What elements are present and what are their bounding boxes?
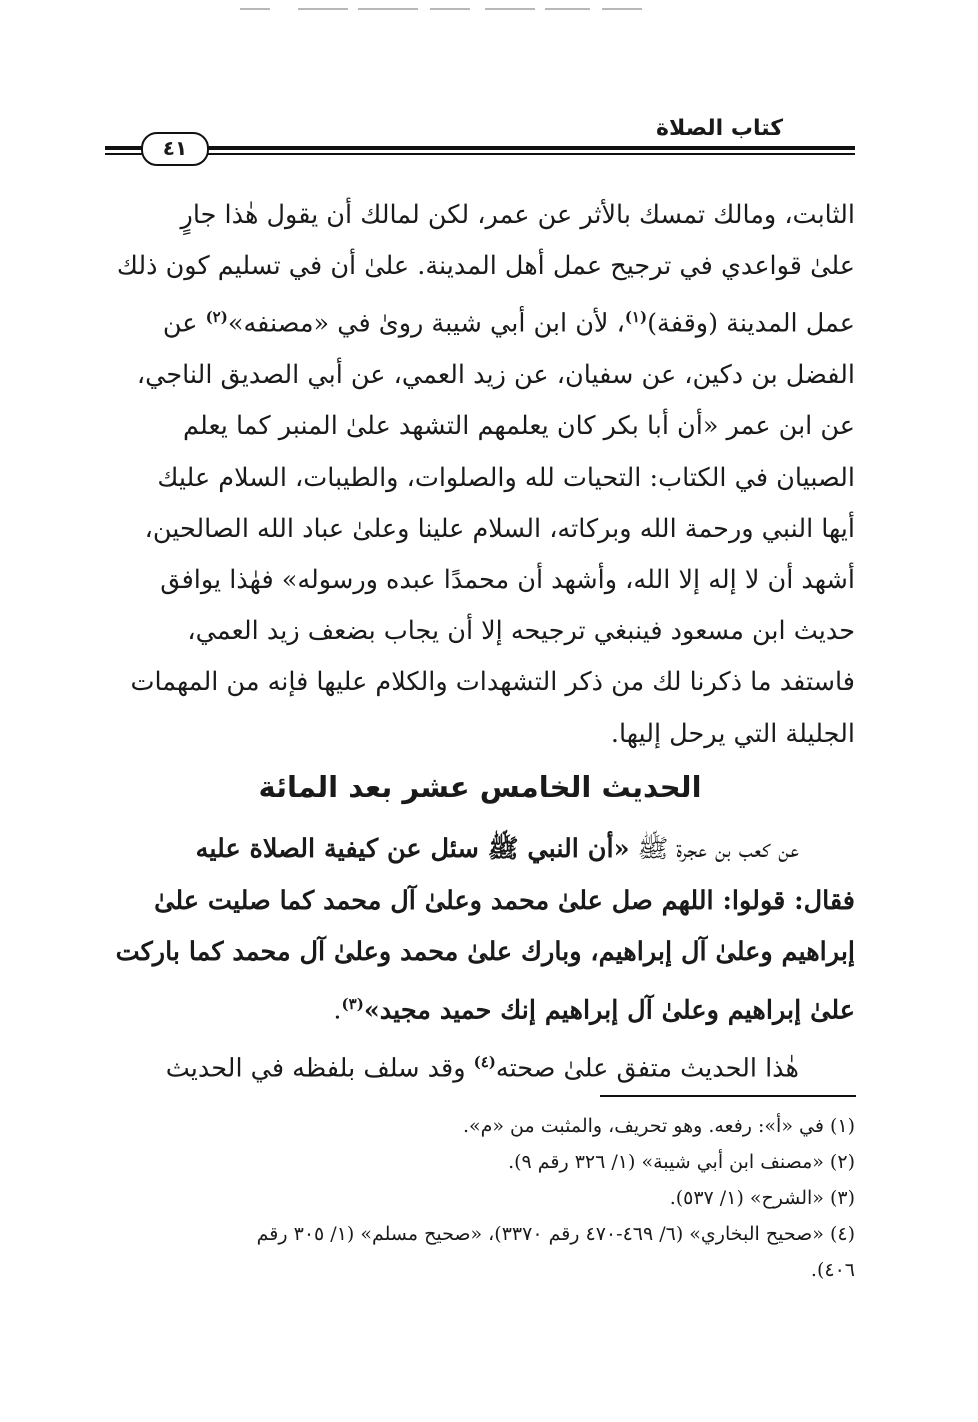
body-line-part: عمل المدينة (وقفة) [647, 308, 855, 339]
footnote-1: (١) في «أ»: رفعه. وهو تحريف، والمثبت من «م». [462, 1115, 855, 1137]
page-number: ٤١ [141, 132, 209, 166]
body-line: الصبيان في الكتاب: التحيات لله والصلوات، والطيبات، السلام عليك [157, 462, 855, 493]
hadith-line: فقال: قولوا: اللهم صل علىٰ محمد وعلىٰ آل محمد كما صليت علىٰ [154, 885, 855, 916]
header-rule-thin [205, 153, 855, 155]
body-line: فاستفد ما ذكرنا لك من ذكر التشهدات والكلام عليها فإنه من المهمات [130, 667, 855, 698]
header-rule-thick [205, 146, 855, 150]
commentary-part: وقد سلف بلفظه في الحديث [165, 1053, 474, 1083]
body-line-part: عن [162, 308, 206, 339]
hadith-matn-end: علىٰ إبراهيم وعلىٰ آل إبراهيم إنك حميد مجيد» [363, 995, 855, 1025]
footnote-ref-4[interactable]: (٤) [473, 1052, 496, 1071]
section-heading: الحديث الخامس عشر بعد المائة [258, 770, 702, 804]
footnote-2: (٢) «مصنف ابن أبي شيبة» (١/ ٣٢٦ رقم ٩). [508, 1151, 855, 1173]
commentary-part: هٰذا الحديث متفق علىٰ صحته [495, 1053, 799, 1083]
header-rule-left-thick [105, 146, 145, 150]
footnote-separator [600, 1095, 856, 1097]
hadith-line: إبراهيم وعلىٰ آل إبراهيم، وبارك علىٰ محمد وعلىٰ آل محمد كما باركت [115, 937, 855, 967]
footnote-3: (٣) «الشرح» (١/ ٥٣٧). [669, 1187, 855, 1209]
running-title: كتاب الصلاة [656, 116, 783, 141]
body-line-part: ، لأن ابن أبي شيبة روىٰ في «مصنفه» [227, 308, 625, 339]
hadith-text [105, 824, 855, 1095]
footnotes [105, 1108, 855, 1288]
body-line: الفضل بن دكين، عن سفيان، عن زيد العمي، عن أبي الصديق الناجي، [136, 360, 855, 391]
page-header [105, 112, 855, 162]
hadith-line [105, 979, 855, 1037]
body-line-with-footnotes [105, 292, 855, 350]
hadith-intro: عن كعب بن عجرة ﷺ [629, 834, 799, 864]
hadith-matn: «أن النبي ﷺ سئل عن كيفية الصلاة عليه [195, 834, 630, 864]
footnote-ref-1[interactable]: (١) [624, 308, 648, 327]
body-line: الجليلة التي يرحل إليها. [610, 718, 855, 749]
body-text [105, 190, 855, 760]
hadith-line [105, 824, 855, 876]
scan-artifact-dashes [240, 8, 660, 12]
hadith-line-end: . [333, 995, 342, 1025]
body-line: عن ابن عمر «أن أبا بكر كان يعلمهم التشهد علىٰ المنبر كما يعلم [183, 411, 855, 442]
body-line: أيها النبي ورحمة الله وبركاته، السلام علينا وعلىٰ عباد الله الصالحين، [144, 513, 855, 544]
footnote-ref-2[interactable]: (٢) [205, 308, 228, 327]
body-line: الثابت، ومالك تمسك بالأثر عن عمر، لكن لمالك أن يقول هٰذا جارٍ [180, 200, 855, 230]
commentary-line [105, 1037, 855, 1095]
footnote-4: (٤) «صحيح البخاري» (٦/ ٤٦٩-٤٧٠ رقم ٣٣٧٠)، «صحيح مسلم» (١/ ٣٠٥ رقم [256, 1223, 855, 1245]
body-line: حديث ابن مسعود فينبغي ترجيحه إلا أن يجاب بضعف زيد العمي، [187, 616, 855, 647]
body-line: أشهد أن لا إله إلا الله، وأشهد أن محمدًا عبده ورسوله» فهٰذا يوافق [160, 564, 855, 595]
footnote-4-continuation: ٤٠٦). [810, 1259, 855, 1281]
header-rule-left-thin [105, 153, 145, 155]
footnote-ref-3[interactable]: (٣) [341, 994, 364, 1013]
body-line: علىٰ قواعدي في ترجيح عمل أهل المدينة. علىٰ أن في تسليم كون ذلك [116, 251, 855, 282]
